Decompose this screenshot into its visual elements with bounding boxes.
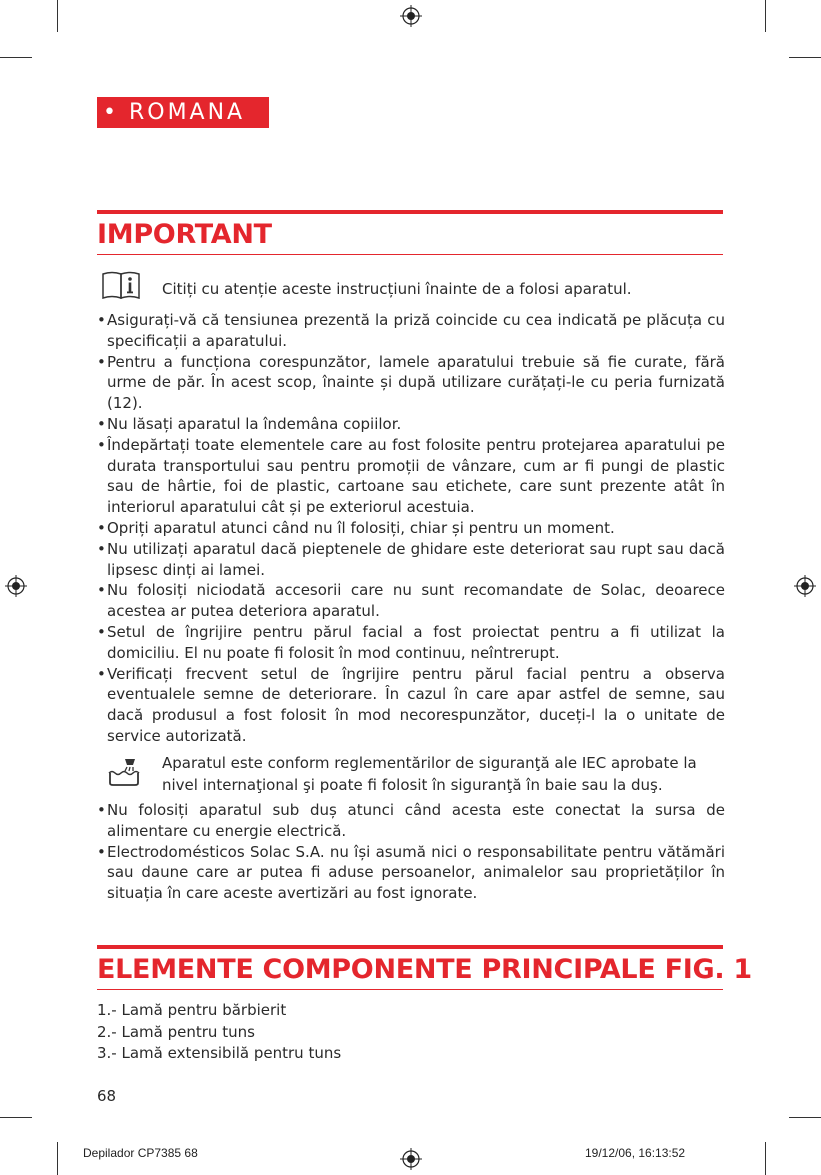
footer-timestamp: 19/12/06, 16:13:52 [585, 1146, 686, 1160]
registration-mark-icon [400, 1148, 422, 1170]
list-item: • Asigurați-vă că tensiunea prezentă la priză coincide cu cea indicată pe plăcuța cu specificații a aparatului. [97, 310, 725, 352]
read-instructions-text: Citiți cu atenție aceste instrucțiuni înainte de a folosi aparatul. [162, 280, 632, 298]
list-item: • Îndepărtați toate elementele care au fost folosite pentru protejarea aparatului pe durata transportului sau pentru promoții de vânzare, cum ar fi pungi de plastic sau de hârtie, foi de plastic, cartoane sau etichete, care sunt prezente atât în interiorul aparatului cât și pe exteriorul acestuia. [97, 435, 725, 518]
registration-mark-icon [794, 575, 816, 597]
crop-mark [57, 1142, 58, 1175]
shower-warning-list [97, 800, 725, 904]
list-item: • Electrodomésticos Solac S.A. nu își asumă nici o responsabilitate pentru vătămări sau daune care ar putea fi aduse persoanelor, animalelor sau proprietăților în situația în care aceste avertizări au fost ignorate. [97, 842, 725, 904]
crop-mark [0, 1117, 32, 1118]
read-instructions-icon [100, 270, 142, 300]
components-list [97, 1000, 341, 1065]
crop-mark [0, 57, 32, 58]
safety-list [97, 310, 725, 747]
list-item: 2.- Lamă pentru tuns [97, 1022, 255, 1041]
crop-mark [765, 0, 766, 32]
bath-shower-icon [107, 757, 141, 787]
registration-mark-icon [5, 575, 27, 597]
crop-mark [789, 57, 821, 58]
list-item: • Nu folosiți aparatul sub duș atunci când acesta este conectat la sursa de alimentare cu energie electrică. [97, 800, 725, 842]
list-item: • Nu lăsați aparatul la îndemâna copiilor. [97, 414, 725, 435]
heading-underline [97, 254, 723, 255]
crop-mark [57, 0, 58, 32]
components-heading: ELEMENTE COMPONENTE PRINCIPALE FIG. 1 [97, 954, 752, 985]
crop-mark [765, 1142, 766, 1175]
list-item: • Verificați frecvent setul de îngrijire pentru părul facial pentru a observa eventualele semne de deteriorare. În cazul în care apar astfel de semne, sau dacă produsul a fost folosit în mod necorespunzător, duceți-l la o unitate de service autorizată. [97, 664, 725, 747]
list-item: • Setul de îngrijire pentru părul facial a fost proiectat pentru a fi utilizat la domiciliu. El nu poate fi folosit în mod continuu, neîntrerupt. [97, 622, 725, 664]
heading-underline [97, 989, 723, 990]
important-heading: IMPORTANT [97, 219, 272, 250]
list-item: • Nu utilizați aparatul dacă pieptenele de ghidare este deteriorat sau rupt sau dacă lipsesc dinți ai lamei. [97, 539, 725, 581]
registration-mark-icon [400, 5, 422, 27]
section-rule [97, 210, 723, 214]
page-number: 68 [97, 1087, 117, 1105]
list-item: • Pentru a funcționa corespunzător, lamele aparatului trebuie să fie curate, fără urme de păr. În acest scop, înainte și după utilizare curățați-le cu peria furnizată (12). [97, 352, 725, 414]
list-item: • Nu folosiți niciodată accesorii care nu sunt recomandate de Solac, deoarece acestea ar putea deteriora aparatul. [97, 580, 725, 622]
section-rule [97, 945, 723, 949]
crop-mark [789, 1117, 821, 1118]
footer-file-info: Depilador CP7385 68 [83, 1146, 198, 1160]
list-item: 1.- Lamă pentru bărbierit [97, 1001, 287, 1019]
list-item: 3.- Lamă extensibilă pentru tuns [97, 1044, 342, 1062]
list-item: • Opriți aparatul atunci când nu îl folosiți, chiar și pentru un moment. [97, 518, 725, 539]
bath-safety-note: Aparatul este conform reglementărilor de siguranţă ale IEC aprobate la nivel internaţional şi poate fi folosit în siguranţă în baie sau la duş. [162, 754, 697, 794]
language-tab: • ROMANA [97, 97, 269, 128]
